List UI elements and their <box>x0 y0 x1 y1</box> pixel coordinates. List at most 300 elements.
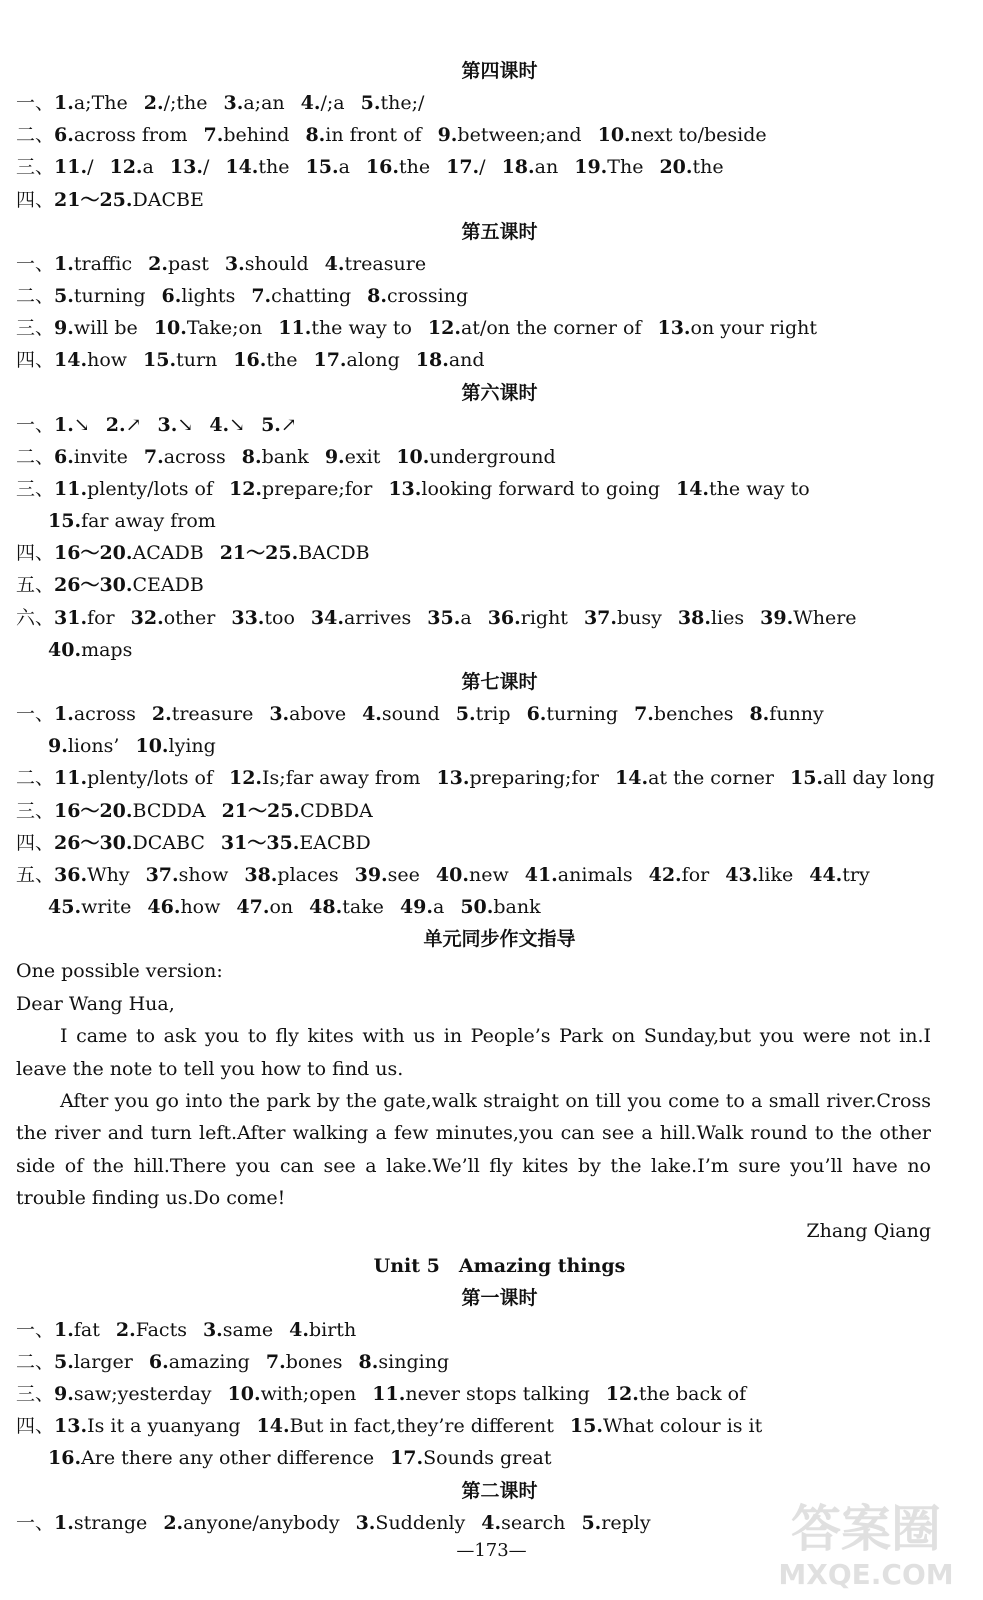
answer-line <box>16 1378 983 1410</box>
question-number: 1. <box>54 1318 74 1341</box>
answer-text: write <box>81 896 132 919</box>
question-number: 10. <box>597 124 631 147</box>
question-group-label: 二、 <box>16 284 55 307</box>
answer-item <box>54 349 127 371</box>
answer-text: ↘ <box>229 413 246 436</box>
answer-text: preparing;for <box>469 767 600 790</box>
answer-text: bank <box>493 896 541 919</box>
answer-item <box>313 349 399 371</box>
question-number: 21～25. <box>221 799 301 822</box>
question-number: 3. <box>224 252 245 275</box>
question-number: 10. <box>396 445 430 468</box>
section-title-lesson4: 第四课时 <box>461 60 538 82</box>
question-number: 8. <box>367 284 387 307</box>
answer-line <box>16 87 983 119</box>
answer-item <box>54 1415 240 1437</box>
answer-line <box>16 891 983 923</box>
question-number: 15. <box>305 156 339 179</box>
answer-text: the way to <box>311 317 412 340</box>
answer-item <box>154 317 262 339</box>
answer-item <box>436 767 599 789</box>
answer-item <box>203 124 289 146</box>
answer-item <box>261 414 297 436</box>
question-number: 2. <box>163 1511 184 1534</box>
answer-text: all day long <box>823 767 935 790</box>
question-group-label: 四、 <box>16 831 55 854</box>
question-number: 11. <box>54 156 88 179</box>
answer-item <box>131 607 216 629</box>
question-number: 4. <box>289 1318 309 1341</box>
answer-item <box>436 864 509 886</box>
answer-item <box>225 253 309 275</box>
answer-item <box>676 478 810 500</box>
question-group-label: 五、 <box>16 863 55 886</box>
question-number: 44. <box>809 863 843 886</box>
answer-item <box>221 832 371 854</box>
answer-item <box>48 1447 374 1469</box>
answer-text: turning <box>546 703 619 725</box>
question-number: 3. <box>157 413 178 436</box>
answer-item <box>809 864 870 886</box>
answer-line <box>16 762 983 794</box>
section-title-lesson6: 第六课时 <box>461 381 538 404</box>
question-number: 2. <box>151 703 172 725</box>
question-number: 13. <box>169 156 203 179</box>
answer-line <box>16 505 983 537</box>
question-group-label: 三、 <box>16 1382 55 1405</box>
question-number: 49. <box>399 896 433 919</box>
answer-line <box>16 537 983 569</box>
answer-line <box>16 119 983 151</box>
answer-item <box>525 864 633 886</box>
question-number: 3. <box>355 1511 376 1534</box>
question-number: 21～25. <box>54 188 133 211</box>
answer-item <box>170 156 209 178</box>
answer-text: /;the <box>163 92 208 114</box>
answer-item <box>427 607 471 629</box>
answer-text: the;/ <box>380 92 425 114</box>
question-number: 11. <box>54 477 88 500</box>
watermark-text: 答案圈 <box>791 1500 941 1558</box>
answer-item <box>236 896 293 918</box>
question-number: 45. <box>48 896 82 919</box>
answer-item <box>606 1383 746 1405</box>
question-number: 40. <box>48 638 82 661</box>
answer-item <box>54 92 128 114</box>
question-group-label: 一、 <box>16 703 55 725</box>
answer-text: show <box>178 863 229 886</box>
question-number: 2. <box>115 1318 136 1341</box>
question-number: 16～20. <box>54 799 133 822</box>
section-title-lesson5: 第五课时 <box>461 220 538 243</box>
answer-item <box>54 285 146 307</box>
question-group-label: 二、 <box>16 767 55 790</box>
question-number: 7. <box>203 124 224 147</box>
question-group-label: 三、 <box>16 477 55 500</box>
answer-item <box>54 767 213 789</box>
question-number: 36. <box>54 863 88 886</box>
answer-item <box>269 703 346 725</box>
answer-item <box>355 864 420 886</box>
answer-line <box>16 151 983 183</box>
answer-text: anyone/anybody <box>183 1511 340 1534</box>
answer-item <box>244 864 338 886</box>
answer-line <box>16 1442 983 1474</box>
answer-text: ACADB <box>132 542 204 565</box>
answer-item <box>581 1512 650 1534</box>
answer-item <box>54 542 204 564</box>
answer-line <box>16 248 983 280</box>
answer-text: plenty/lots of <box>87 477 213 500</box>
answer-text: with;open <box>260 1382 357 1405</box>
answer-line <box>16 795 983 827</box>
answer-item <box>148 253 209 275</box>
question-group-label: 四、 <box>16 188 55 211</box>
answer-item <box>144 446 226 468</box>
answer-line <box>16 859 983 891</box>
question-number: 33. <box>231 606 265 629</box>
answer-item <box>163 1512 339 1534</box>
question-number: 15. <box>143 349 177 372</box>
question-group-label: 四、 <box>16 542 55 565</box>
answer-text: Why <box>87 863 130 886</box>
question-group-label: 二、 <box>16 1350 55 1373</box>
answer-text: lies <box>710 606 745 629</box>
answer-text: BACDB <box>298 542 370 565</box>
answer-item <box>446 156 485 178</box>
answer-item <box>460 896 540 918</box>
answer-item <box>54 1319 100 1341</box>
answer-item <box>229 767 420 789</box>
question-number: 12. <box>228 477 263 500</box>
answer-item <box>634 703 733 725</box>
answer-item <box>231 607 295 629</box>
answer-text: What colour is it <box>602 1415 763 1438</box>
answer-item <box>116 1319 187 1341</box>
answer-text: Are there any other difference <box>81 1447 375 1470</box>
answer-text: in front of <box>325 124 422 147</box>
essay-paragraph-1: I came to ask you to fly kites with us in People’s Park on Sunday,but you were not in.I leave the note to tell you how to find us. <box>16 1025 931 1080</box>
answer-text: Is;far away from <box>262 767 421 790</box>
question-number: 17. <box>313 349 347 372</box>
question-number: 7. <box>251 284 272 307</box>
answer-item <box>257 1415 554 1437</box>
answer-item <box>790 767 935 789</box>
answer-item <box>278 317 412 339</box>
question-group-label: 一、 <box>16 413 55 436</box>
answer-text: behind <box>223 124 290 147</box>
answer-text: how <box>180 896 221 919</box>
answer-item <box>220 542 370 564</box>
answer-text: see <box>387 863 420 886</box>
answer-item <box>366 156 430 178</box>
answer-item <box>678 607 744 629</box>
answer-text: across from <box>73 124 188 147</box>
answer-item <box>146 864 229 886</box>
question-number: 3. <box>269 703 290 725</box>
answer-line <box>16 1314 983 1346</box>
answer-text: lions’ <box>67 735 120 758</box>
question-number: 16. <box>48 1447 82 1470</box>
answer-item <box>306 156 350 178</box>
question-number: 4. <box>324 252 345 275</box>
question-number: 12. <box>605 1382 639 1405</box>
answer-line <box>16 344 983 376</box>
answer-text: try <box>842 863 870 886</box>
question-number: 14. <box>256 1415 290 1438</box>
answer-line <box>16 312 983 344</box>
watermark-url: MXQE.COM <box>778 1558 954 1591</box>
answer-text: the <box>266 349 298 372</box>
answer-line <box>16 602 983 634</box>
answer-text: funny <box>769 703 824 725</box>
question-number: 39. <box>354 863 388 886</box>
question-number: 48. <box>309 896 343 919</box>
answer-item <box>225 156 289 178</box>
answer-item <box>361 92 425 114</box>
answer-item <box>54 574 204 596</box>
question-number: 16～20. <box>54 542 133 565</box>
question-group-label: 四、 <box>16 1415 55 1438</box>
answer-line <box>16 698 983 730</box>
answer-text: above <box>289 703 347 725</box>
question-number: 36. <box>487 606 521 629</box>
answer-item <box>356 1512 466 1534</box>
question-number: 8. <box>358 1350 379 1373</box>
question-number: 6. <box>54 445 74 468</box>
answer-text: bank <box>261 445 309 468</box>
watermark-logo <box>771 1484 961 1594</box>
answer-item <box>54 446 128 468</box>
question-number: 5. <box>54 1350 74 1373</box>
answer-text: amazing <box>168 1350 250 1373</box>
answer-text: saw;yesterday <box>73 1382 212 1405</box>
question-number: 37. <box>145 863 179 886</box>
question-number: 18. <box>415 349 449 372</box>
answer-text: how <box>87 349 128 372</box>
question-number: 13. <box>436 767 470 790</box>
question-number: 14. <box>615 767 649 790</box>
question-number: 43. <box>725 863 759 886</box>
answer-item <box>54 317 138 339</box>
question-number: 19. <box>574 156 608 179</box>
question-number: 13. <box>54 1415 88 1438</box>
answer-item <box>224 92 285 114</box>
answer-text: turning <box>73 284 146 307</box>
question-number: 16. <box>365 156 399 179</box>
answer-line <box>16 280 983 312</box>
answer-text: lying <box>168 735 216 758</box>
answer-text: the <box>398 156 431 179</box>
answer-text: new <box>468 863 509 886</box>
question-number: 9. <box>324 445 345 468</box>
answer-text: benches <box>653 703 734 725</box>
question-number: 11. <box>54 767 88 790</box>
answer-text: Suddenly <box>375 1511 466 1534</box>
question-group-label: 三、 <box>16 156 55 179</box>
answer-text: other <box>163 606 216 629</box>
answer-text: across <box>73 703 136 725</box>
answer-text: the <box>258 156 290 179</box>
answer-item <box>233 349 297 371</box>
answer-text: /;a <box>320 92 345 114</box>
question-number: 31. <box>54 606 88 629</box>
question-number: 4. <box>481 1511 502 1534</box>
answer-text: Take;on <box>186 317 263 340</box>
answer-item <box>749 703 823 725</box>
question-number: 17. <box>446 156 480 179</box>
answer-text: larger <box>73 1350 133 1373</box>
question-number: 1. <box>54 703 74 725</box>
question-number: 26～30. <box>54 574 133 597</box>
answer-text: / <box>87 156 94 179</box>
question-number: 37. <box>583 606 618 629</box>
question-number: 17. <box>390 1447 424 1470</box>
question-number: 41. <box>524 863 558 886</box>
question-number: 2. <box>148 252 168 275</box>
question-group-label: 一、 <box>16 252 55 275</box>
answer-item <box>266 1351 343 1373</box>
answer-item <box>251 285 351 307</box>
section-title-writing-guide: 单元同步作文指导 <box>423 928 576 951</box>
question-number: 12. <box>427 317 461 340</box>
question-number: 1. <box>54 413 74 436</box>
answer-item <box>54 189 204 211</box>
section-title-unit5-lesson1: 第一课时 <box>461 1286 538 1309</box>
answer-item <box>438 124 582 146</box>
answer-text: maps <box>81 638 133 661</box>
essay-intro: One possible version: <box>16 960 223 983</box>
question-number: 5. <box>455 703 476 725</box>
answer-item <box>158 414 194 436</box>
answer-item <box>54 1351 133 1373</box>
answer-text: ↘ <box>177 413 194 436</box>
answer-item <box>48 510 216 532</box>
answer-item <box>649 864 710 886</box>
question-number: 11. <box>372 1382 406 1405</box>
answer-item <box>659 156 723 178</box>
question-group-label: 一、 <box>16 1511 55 1534</box>
answer-line <box>16 473 983 505</box>
answer-item <box>372 1383 589 1405</box>
question-number: 13. <box>388 477 422 500</box>
answer-text: a <box>460 606 472 629</box>
answer-line <box>16 184 983 216</box>
answer-item <box>416 349 485 371</box>
answer-text: treasure <box>344 252 427 275</box>
answer-line <box>16 827 983 859</box>
answer-item <box>488 607 568 629</box>
essay-paragraph-2: After you go into the park by the gate,walk straight on till you come to a small river.Cross the river and turn left.After walking a few minutes,you can see a hill.Walk round to the other side of the hill.There you can see a lake.We’ll fly kites by the lake.I’m sure you’ll have no trouble finding us.Do come! <box>16 1089 931 1210</box>
answer-text: underground <box>429 445 556 468</box>
question-number: 6. <box>161 284 182 307</box>
question-number: 1. <box>54 1511 74 1534</box>
question-number: 7. <box>143 445 164 468</box>
answer-item <box>54 607 115 629</box>
answer-item <box>725 864 793 886</box>
answer-item <box>305 124 421 146</box>
essay-greeting: Dear Wang Hua, <box>16 992 175 1015</box>
answer-text: ↗ <box>280 413 297 436</box>
question-number: 3. <box>223 92 244 114</box>
question-number: 20. <box>659 156 693 179</box>
question-number: 5. <box>54 284 74 307</box>
question-number: 9. <box>54 1382 74 1405</box>
answer-item <box>390 1447 551 1469</box>
answer-item <box>359 1351 450 1373</box>
answer-text: DACBE <box>132 188 204 211</box>
question-number: 7. <box>634 703 654 725</box>
answer-item <box>54 703 136 725</box>
answer-item <box>615 767 774 789</box>
answer-text: a;The <box>73 92 128 114</box>
question-number: 10. <box>227 1382 261 1405</box>
question-number: 35. <box>427 606 461 629</box>
answer-item <box>48 639 132 661</box>
answer-item <box>311 607 411 629</box>
answer-item <box>584 607 662 629</box>
answer-item <box>325 446 381 468</box>
answer-text: Sounds great <box>423 1447 552 1470</box>
answer-text: lights <box>181 284 236 307</box>
answer-text: take <box>342 896 384 919</box>
page-number: —173— <box>456 1540 527 1561</box>
answer-item <box>228 1383 357 1405</box>
answer-item <box>760 607 856 629</box>
answer-text: on <box>269 896 294 919</box>
answer-item <box>54 478 213 500</box>
answer-item <box>325 253 426 275</box>
question-number: 6. <box>148 1350 169 1373</box>
answer-text: places <box>277 863 339 886</box>
answer-text: past <box>167 252 209 275</box>
answer-text: and <box>448 349 485 372</box>
essay-signature: Zhang Qiang <box>806 1219 931 1242</box>
question-number: 10. <box>135 735 169 758</box>
question-group-label: 二、 <box>16 445 55 468</box>
answer-item <box>144 92 208 114</box>
answer-item <box>54 253 132 275</box>
question-number: 31～35. <box>220 831 300 854</box>
answer-item <box>481 1512 565 1534</box>
question-number: 14. <box>54 349 88 372</box>
question-number: 9. <box>48 735 68 758</box>
question-number: 6. <box>54 124 74 147</box>
question-number: 46. <box>147 896 181 919</box>
answer-item <box>657 317 817 339</box>
section-title-lesson7: 第七课时 <box>461 671 538 693</box>
answer-item <box>229 478 372 500</box>
answer-item <box>48 896 131 918</box>
answer-text: ↘ <box>73 413 90 436</box>
answer-line <box>16 1346 983 1378</box>
question-group-label: 二、 <box>16 124 55 147</box>
answer-text: invite <box>73 445 128 468</box>
answer-text: same <box>222 1318 274 1341</box>
question-number: 38. <box>244 863 278 886</box>
answer-text: DCABC <box>132 831 205 854</box>
answer-item <box>135 735 215 757</box>
answer-item <box>54 1383 212 1405</box>
answer-text: strange <box>73 1511 148 1534</box>
answer-item <box>152 703 253 725</box>
answer-text: too <box>264 606 295 629</box>
answer-item <box>222 800 373 822</box>
answer-text: the back of <box>638 1382 747 1405</box>
question-number: 4. <box>209 413 230 436</box>
answer-text: ↗ <box>125 413 142 436</box>
answer-text: between;and <box>457 124 582 147</box>
